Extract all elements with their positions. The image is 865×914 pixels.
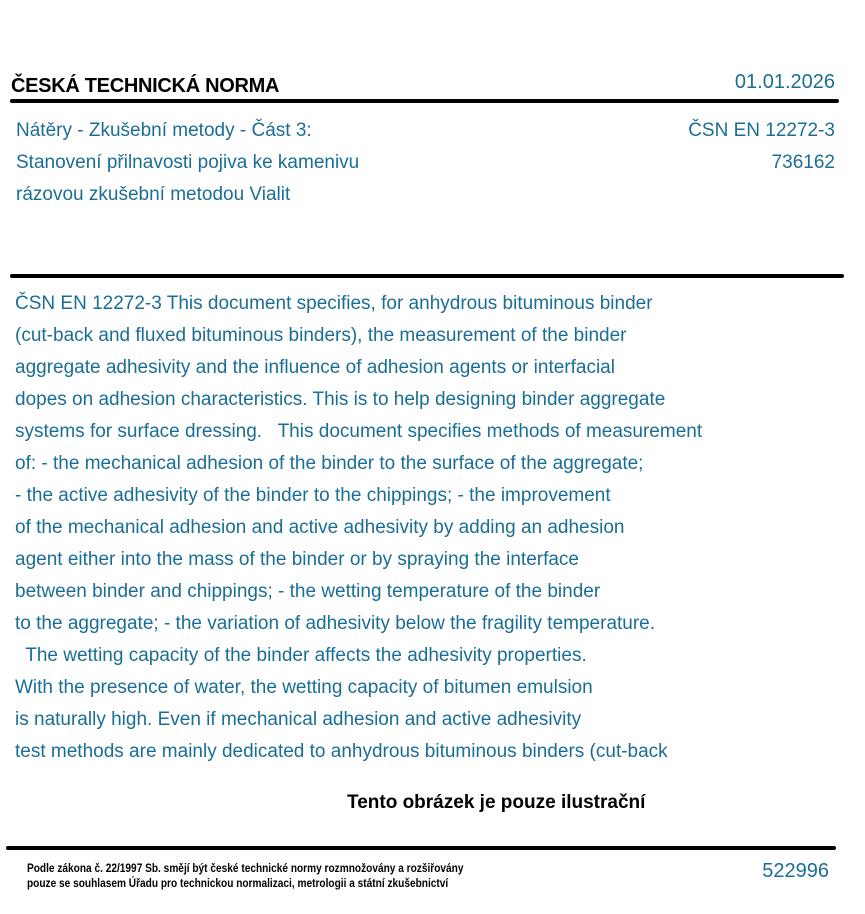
abstract-line: test methods are mainly dedicated to anhydrous bituminous binders (cut-back (15, 741, 668, 762)
standard-identifiers (688, 115, 835, 179)
abstract-line: to the aggregate; - the variation of adhesivity below the fragility temperature. (15, 613, 656, 634)
section-divider (10, 274, 844, 278)
abstract-line: aggregate adhesivity and the influence of adhesion agents or interfacial (15, 357, 615, 378)
legal-notice (27, 862, 463, 892)
abstract-line: ČSN EN 12272-3 This document specifies, for anhydrous bituminous binder (15, 293, 653, 314)
abstract-line: dopes on adhesion characteristics. This is to help designing binder aggregate (15, 389, 666, 410)
effective-date: 01.01.2026 (734, 71, 835, 93)
abstract-line: With the presence of water, the wetting capacity of bitumen emulsion (15, 677, 593, 698)
abstract-line: agent either into the mass of the binder or by spraying the interface (15, 549, 579, 570)
abstract-line: between binder and chippings; - the wetting temperature of the binder (15, 581, 601, 602)
document-type-title: ČESKÁ TECHNICKÁ NORMA (11, 75, 280, 97)
standard-code: ČSN EN 12272-3 (688, 120, 835, 141)
standard-title-line: rázovou zkušební metodou Vialit (16, 184, 291, 205)
standard-title-line: Nátěry - Zkušební metody - Část 3: (16, 120, 312, 141)
footer-divider (6, 846, 836, 850)
illustrative-notice: Tento obrázek je pouze ilustrační (347, 792, 646, 813)
abstract-line: systems for surface dressing. This document specifies methods of measurement (15, 421, 703, 442)
abstract-line: is naturally high. Even if mechanical adhesion and active adhesivity (15, 709, 582, 730)
standard-title-line: Stanovení přilnavosti pojiva ke kamenivu (16, 152, 360, 173)
abstract-line: (cut-back and fluxed bituminous binders), the measurement of the binder (15, 325, 627, 346)
document-id: 522996 (762, 860, 829, 882)
header-divider (10, 99, 839, 103)
abstract-line: - the active adhesivity of the binder to the chippings; - the improvement (15, 485, 611, 506)
abstract-line: of the mechanical adhesion and active adhesivity by adding an adhesion (15, 517, 625, 538)
classification-number: 736162 (771, 152, 835, 173)
abstract-line: The wetting capacity of the binder affects the adhesivity properties. (15, 645, 587, 666)
standard-title (16, 115, 359, 211)
legal-notice-line: Podle zákona č. 22/1997 Sb. smějí být české technické normy rozmnožovány a rozšiřovány (27, 863, 464, 875)
abstract-line: of: - the mechanical adhesion of the binder to the surface of the aggregate; (15, 453, 644, 474)
legal-notice-line: pouze se souhlasem Úřadu pro technickou normalizaci, metrologii a státní zkušebnictví (27, 878, 449, 890)
abstract-text (15, 288, 702, 768)
